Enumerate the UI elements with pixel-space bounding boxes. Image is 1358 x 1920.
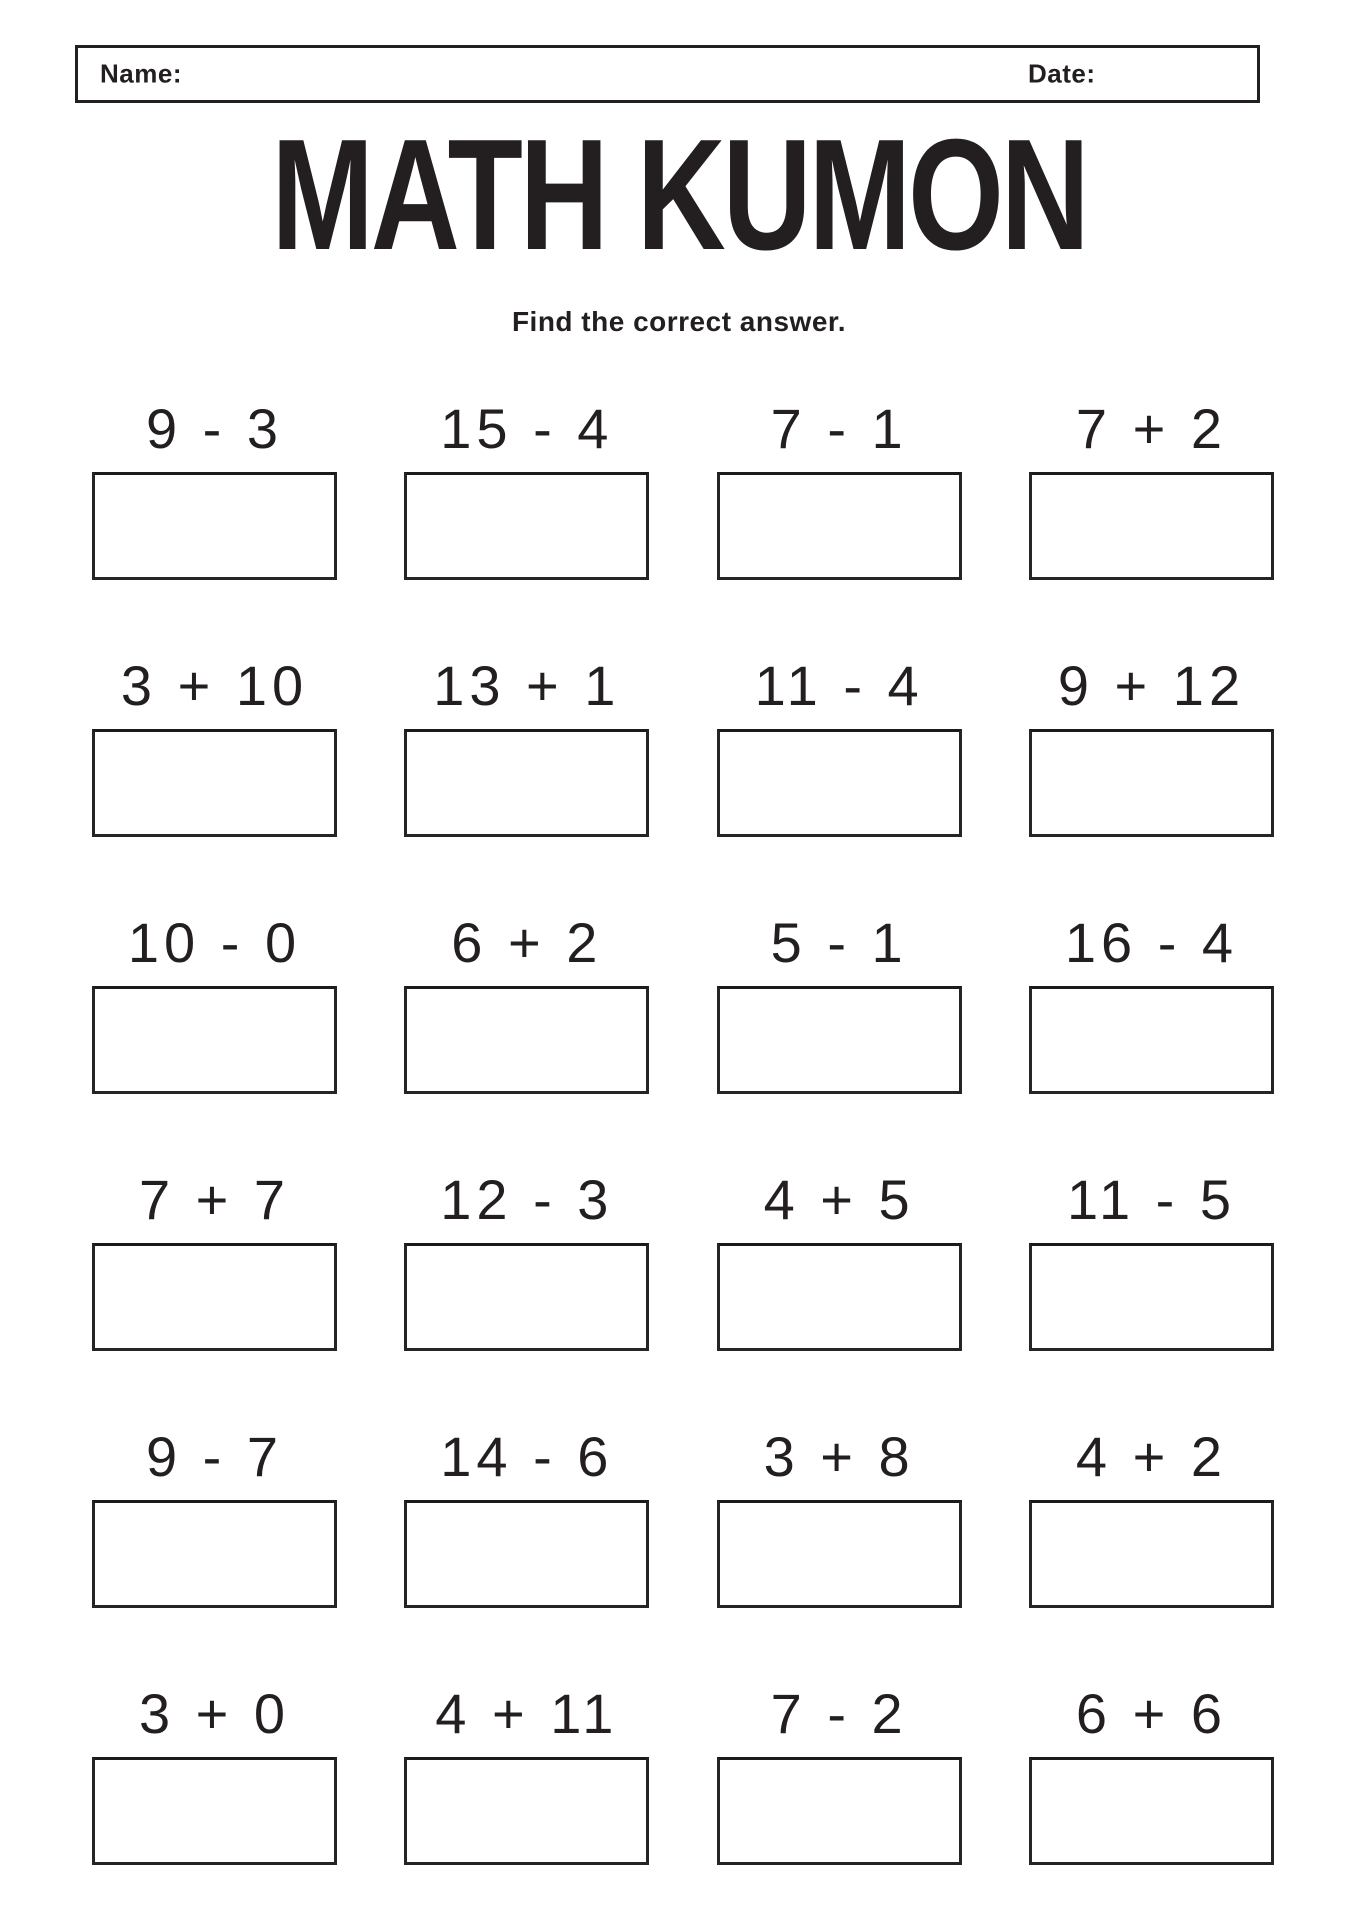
answer-box[interactable] — [1029, 472, 1274, 580]
problem-expression: 12 - 3 — [440, 1168, 614, 1231]
answer-box[interactable] — [717, 986, 962, 1094]
problem-cell — [404, 654, 649, 837]
problem-expression: 10 - 0 — [127, 911, 302, 974]
problem-expression: 7 - 2 — [770, 1682, 908, 1745]
problem-cell — [92, 1682, 337, 1865]
problem-expression: 6 + 2 — [451, 911, 603, 974]
problem-cell — [1029, 1168, 1274, 1351]
problem-cell — [92, 397, 337, 580]
problem-expression: 6 + 6 — [1075, 1682, 1228, 1745]
problem-cell — [92, 654, 337, 837]
problem-expression: 9 - 7 — [145, 1425, 284, 1488]
answer-box[interactable] — [717, 1243, 962, 1351]
answer-box[interactable] — [717, 1757, 962, 1865]
answer-box[interactable] — [92, 1500, 337, 1608]
problem-expression: 9 - 3 — [145, 397, 284, 460]
answer-box[interactable] — [92, 1243, 337, 1351]
answer-box[interactable] — [404, 1757, 649, 1865]
problem-expression: 4 + 5 — [763, 1168, 915, 1231]
problem-expression: 3 + 8 — [763, 1425, 915, 1488]
problem-expression: 15 - 4 — [440, 397, 614, 460]
problem-cell — [404, 1425, 649, 1608]
problem-cell — [1029, 911, 1274, 1094]
date-label: Date: — [1028, 58, 1096, 89]
problem-cell — [717, 1168, 962, 1351]
problem-expression: 5 - 1 — [770, 911, 908, 974]
problem-cell — [404, 1682, 649, 1865]
problem-expression: 11 - 4 — [754, 654, 924, 717]
problem-expression: 7 + 7 — [138, 1168, 291, 1231]
answer-box[interactable] — [404, 1243, 649, 1351]
problem-cell — [1029, 654, 1274, 837]
problem-expression: 11 - 5 — [1066, 1168, 1236, 1231]
name-date-box — [75, 45, 1260, 103]
answer-box[interactable] — [404, 1500, 649, 1608]
problem-expression: 7 - 1 — [770, 397, 908, 460]
worksheet-instructions: Find the correct answer. — [511, 306, 847, 337]
problem-expression: 4 + 11 — [435, 1682, 619, 1745]
answer-box[interactable] — [1029, 1500, 1274, 1608]
answer-box[interactable] — [404, 472, 649, 580]
answer-box[interactable] — [717, 1500, 962, 1608]
problems-grid — [92, 397, 1274, 1865]
problem-cell — [404, 1168, 649, 1351]
problem-cell — [404, 911, 649, 1094]
problem-expression: 13 + 1 — [433, 654, 621, 717]
name-label: Name: — [100, 58, 182, 89]
answer-box[interactable] — [92, 472, 337, 580]
problem-expression: 16 - 4 — [1064, 911, 1239, 974]
problem-cell — [717, 397, 962, 580]
problem-cell — [717, 1425, 962, 1608]
problem-expression: 3 + 0 — [138, 1682, 291, 1745]
problem-cell — [1029, 1425, 1274, 1608]
problem-cell — [717, 1682, 962, 1865]
problem-expression: 7 + 2 — [1075, 397, 1228, 460]
problem-cell — [717, 654, 962, 837]
answer-box[interactable] — [1029, 1757, 1274, 1865]
answer-box[interactable] — [1029, 1243, 1274, 1351]
answer-box[interactable] — [404, 986, 649, 1094]
problem-cell — [717, 911, 962, 1094]
problem-cell — [92, 1425, 337, 1608]
answer-box[interactable] — [1029, 986, 1274, 1094]
answer-box[interactable] — [92, 729, 337, 837]
problem-expression: 3 + 10 — [120, 654, 309, 717]
answer-box[interactable] — [1029, 729, 1274, 837]
answer-box[interactable] — [717, 472, 962, 580]
problem-expression: 9 + 12 — [1057, 654, 1246, 717]
problem-cell — [1029, 1682, 1274, 1865]
answer-box[interactable] — [717, 729, 962, 837]
answer-box[interactable] — [92, 1757, 337, 1865]
name-field[interactable] — [193, 52, 1013, 96]
answer-box[interactable] — [92, 986, 337, 1094]
problem-cell — [404, 397, 649, 580]
problem-cell — [1029, 397, 1274, 580]
problem-cell — [92, 911, 337, 1094]
problem-expression: 14 - 6 — [440, 1425, 614, 1488]
date-field[interactable] — [1108, 52, 1251, 96]
problem-cell — [92, 1168, 337, 1351]
answer-box[interactable] — [404, 729, 649, 837]
worksheet-title: MATH KUMON — [271, 107, 1087, 283]
problem-expression: 4 + 2 — [1075, 1425, 1228, 1488]
